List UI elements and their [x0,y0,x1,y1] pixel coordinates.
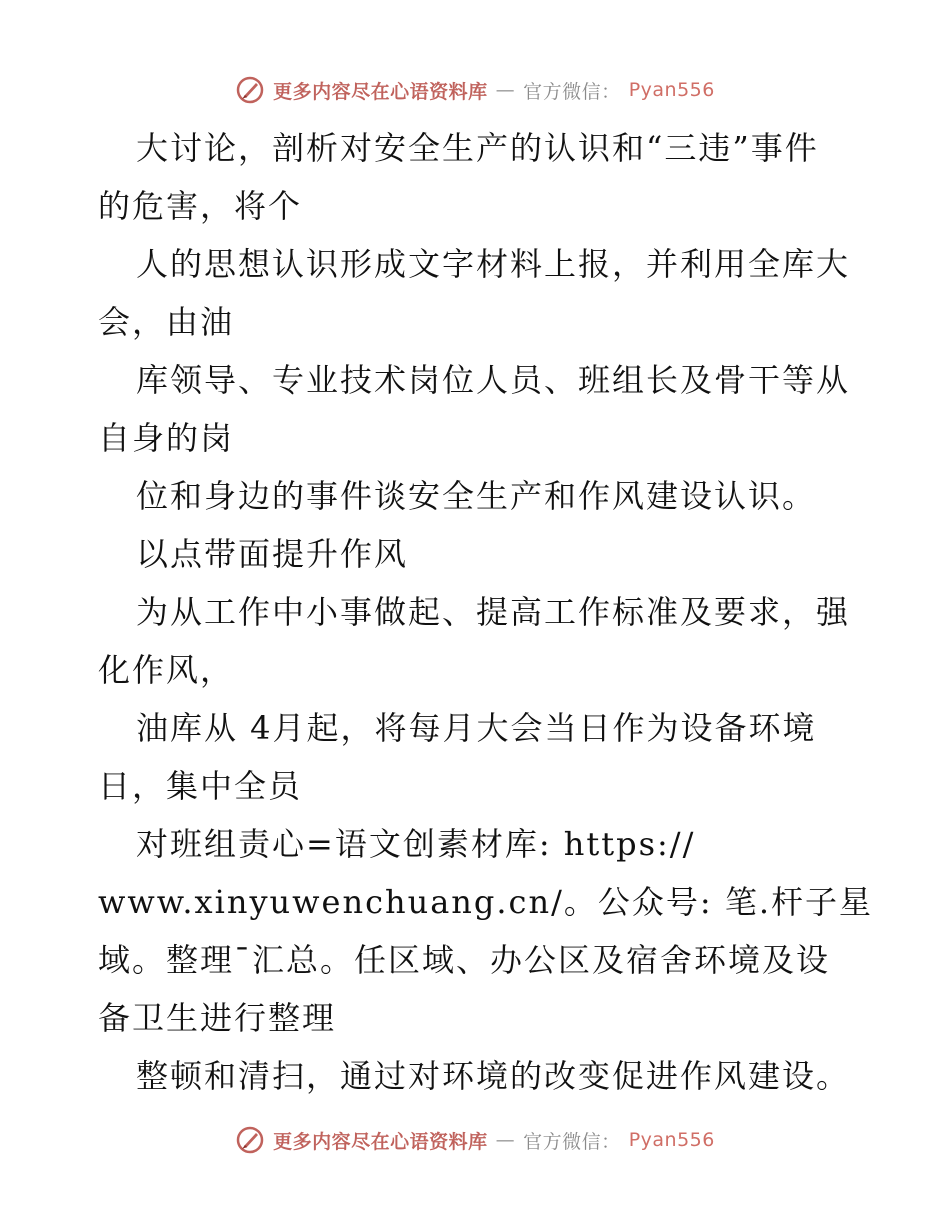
quill-pen-logo-icon [235,75,265,105]
watermark-official-label: 官方微信： [523,80,621,103]
body-line-10: 化作风， [98,651,235,689]
body-line-15: 域。整理¯汇总。任区域、办公区及宿舍环境及设 [98,941,831,979]
watermark-separator: — [495,1129,516,1151]
body-line-5: 库领导、专业技术岗位人员、班组长及骨干等从 [136,361,851,399]
body-line-2: 的危害，将个 [98,187,303,225]
watermark-official-label: 官方微信： [523,1130,621,1153]
body-line-16: 备卫生进行整理 [98,999,337,1037]
body-line-4: 会，由油 [98,303,235,341]
body-line-3: 人的思想认识形成文字材料上报，并利用全库大 [136,245,851,283]
watermark-brand: 更多内容尽在心语资料库 [273,80,488,103]
header-watermark [0,70,950,110]
body-line-17: 整顿和清扫，通过对环境的改变促进作风建设。 [136,1057,851,1095]
body-line-9: 为从工作中小事做起、提高工作标准及要求，强 [136,593,851,631]
quill-pen-logo-icon [235,1125,265,1155]
body-line-14: www.xinyuwenchuang.cn/。公众号: 笔.杆子星 [98,883,873,921]
body-line-12: 日，集中全员 [98,767,303,805]
watermark-separator: — [495,79,516,101]
body-line-11: 油库从 4月起，将每月大会当日作为设备环境 [136,709,817,747]
footer-watermark [0,1120,950,1160]
body-line-1: 大讨论，剖析对安全生产的认识和“三违”事件 [136,129,819,167]
body-line-6: 自身的岗 [98,419,235,457]
document-body [98,119,873,1105]
watermark-wechat-id: Pyan556 [628,1129,715,1151]
watermark-wechat-id: Pyan556 [628,79,715,101]
watermark-brand: 更多内容尽在心语资料库 [273,1130,488,1153]
body-line-8: 以点带面提升作风 [136,535,409,573]
body-line-13: 对班组责心=语文创素材库: https:// [136,825,696,863]
body-line-7: 位和身边的事件谈安全生产和作风建设认识。 [136,477,817,515]
